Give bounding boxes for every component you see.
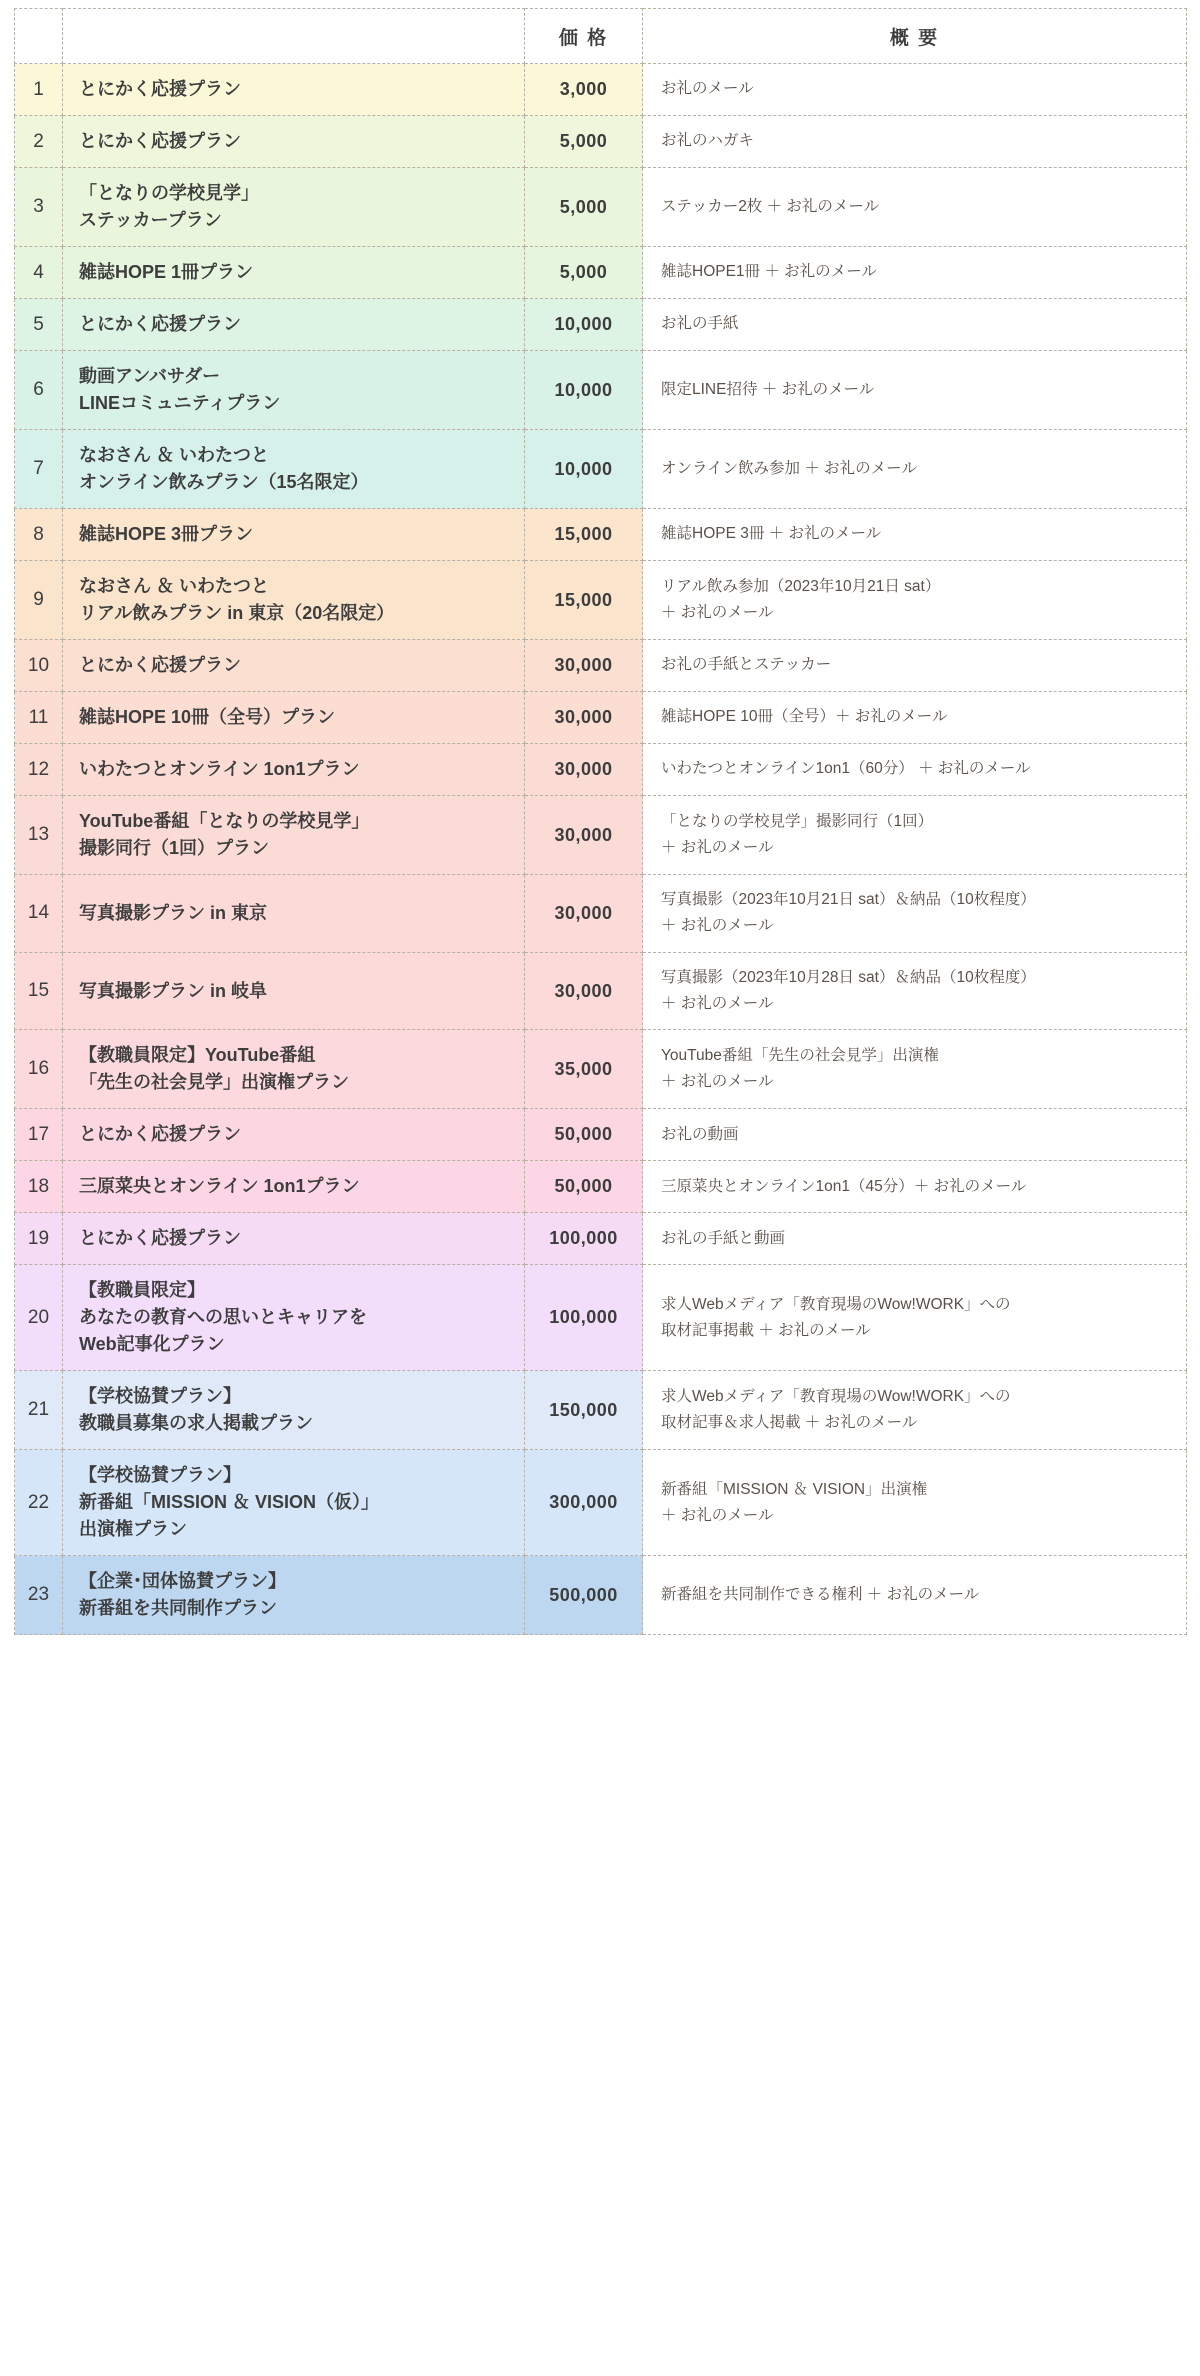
plan-description: オンライン飲み参加 ＋ お礼のメール [643, 430, 1187, 509]
row-number: 4 [15, 247, 63, 299]
plan-price: 3,000 [525, 64, 643, 116]
plan-description: 雑誌HOPE 10冊（全号）＋ お礼のメール [643, 692, 1187, 744]
plan-price: 30,000 [525, 640, 643, 692]
row-number: 16 [15, 1030, 63, 1109]
plan-name: とにかく応援プラン [63, 64, 525, 116]
plan-price: 5,000 [525, 168, 643, 247]
plan-name: 【教職員限定】 あなたの教育への思いとキャリアを Web記事化プラン [63, 1265, 525, 1371]
table-row [15, 796, 1187, 875]
plan-price: 500,000 [525, 1556, 643, 1635]
plan-description: お礼の手紙とステッカー [643, 640, 1187, 692]
row-number: 7 [15, 430, 63, 509]
row-number: 14 [15, 875, 63, 953]
table-header-row [15, 9, 1187, 64]
plan-name: なおさん ＆ いわたつと オンライン飲みプラン（15名限定） [63, 430, 525, 509]
plan-name: とにかく応援プラン [63, 299, 525, 351]
row-number: 19 [15, 1213, 63, 1265]
plan-price: 50,000 [525, 1109, 643, 1161]
row-number: 10 [15, 640, 63, 692]
plan-name: いわたつとオンライン 1on1プラン [63, 744, 525, 796]
plan-description: 新番組を共同制作できる権利 ＋ お礼のメール [643, 1556, 1187, 1635]
plan-name: 「となりの学校見学」 ステッカープラン [63, 168, 525, 247]
plan-price: 300,000 [525, 1450, 643, 1556]
plan-name: 【企業･団体協賛プラン】 新番組を共同制作プラン [63, 1556, 525, 1635]
row-number: 18 [15, 1161, 63, 1213]
plan-price: 15,000 [525, 509, 643, 561]
table-row [15, 116, 1187, 168]
table-row [15, 1371, 1187, 1450]
plan-price: 10,000 [525, 430, 643, 509]
column-header-no [15, 9, 63, 64]
plan-description: お礼の動画 [643, 1109, 1187, 1161]
table-row [15, 1030, 1187, 1109]
plan-name: YouTube番組「となりの学校見学」 撮影同行（1回）プラン [63, 796, 525, 875]
row-number: 20 [15, 1265, 63, 1371]
plan-description: お礼のメール [643, 64, 1187, 116]
plan-name: なおさん ＆ いわたつと リアル飲みプラン in 東京（20名限定） [63, 561, 525, 640]
plan-description: 写真撮影（2023年10月21日 sat）＆納品（10枚程度） ＋ お礼のメール [643, 875, 1187, 953]
table-row [15, 1265, 1187, 1371]
column-header-desc: 概 要 [643, 9, 1187, 64]
plan-description: 三原菜央とオンライン1on1（45分）＋ お礼のメール [643, 1161, 1187, 1213]
plan-name: 雑誌HOPE 3冊プラン [63, 509, 525, 561]
table-body [15, 64, 1187, 1635]
plan-name: 写真撮影プラン in 東京 [63, 875, 525, 953]
row-number: 13 [15, 796, 63, 875]
plan-description: ステッカー2枚 ＋ お礼のメール [643, 168, 1187, 247]
table-row [15, 430, 1187, 509]
plan-price: 5,000 [525, 116, 643, 168]
row-number: 6 [15, 351, 63, 430]
row-number: 2 [15, 116, 63, 168]
table-row [15, 168, 1187, 247]
row-number: 23 [15, 1556, 63, 1635]
table-row [15, 509, 1187, 561]
plan-description: 求人Webメディア「教育現場のWow!WORK」への 取材記事＆求人掲載 ＋ お礼のメール [643, 1371, 1187, 1450]
table-row [15, 952, 1187, 1030]
plan-description: 雑誌HOPE1冊 ＋ お礼のメール [643, 247, 1187, 299]
table-row [15, 744, 1187, 796]
plan-price: 30,000 [525, 744, 643, 796]
plan-name: 【教職員限定】YouTube番組 「先生の社会見学」出演権プラン [63, 1030, 525, 1109]
plan-price: 10,000 [525, 299, 643, 351]
plan-price: 30,000 [525, 875, 643, 953]
plan-description: お礼の手紙と動画 [643, 1213, 1187, 1265]
plan-description: リアル飲み参加（2023年10月21日 sat） ＋ お礼のメール [643, 561, 1187, 640]
table-row [15, 561, 1187, 640]
row-number: 12 [15, 744, 63, 796]
plan-price: 15,000 [525, 561, 643, 640]
plan-price: 5,000 [525, 247, 643, 299]
plan-name: 【学校協賛プラン】 教職員募集の求人掲載プラン [63, 1371, 525, 1450]
plan-description: お礼の手紙 [643, 299, 1187, 351]
plan-name: 三原菜央とオンライン 1on1プラン [63, 1161, 525, 1213]
column-header-price: 価 格 [525, 9, 643, 64]
row-number: 17 [15, 1109, 63, 1161]
plan-description: 求人Webメディア「教育現場のWow!WORK」への 取材記事掲載 ＋ お礼のメール [643, 1265, 1187, 1371]
support-plan-table [14, 8, 1187, 1635]
row-number: 15 [15, 952, 63, 1030]
table-row [15, 299, 1187, 351]
row-number: 9 [15, 561, 63, 640]
plan-description: 新番組「MISSION ＆ VISION」出演権 ＋ お礼のメール [643, 1450, 1187, 1556]
plan-name: 【学校協賛プラン】 新番組「MISSION ＆ VISION（仮）」 出演権プラン [63, 1450, 525, 1556]
table-row [15, 640, 1187, 692]
plan-description: YouTube番組「先生の社会見学」出演権 ＋ お礼のメール [643, 1030, 1187, 1109]
plan-description: 限定LINE招待 ＋ お礼のメール [643, 351, 1187, 430]
table-row [15, 1161, 1187, 1213]
plan-name: 雑誌HOPE 10冊（全号）プラン [63, 692, 525, 744]
table-row [15, 1109, 1187, 1161]
plan-description: 雑誌HOPE 3冊 ＋ お礼のメール [643, 509, 1187, 561]
plan-description: お礼のハガキ [643, 116, 1187, 168]
table-header [15, 9, 1187, 64]
plan-price: 10,000 [525, 351, 643, 430]
row-number: 11 [15, 692, 63, 744]
table-row [15, 875, 1187, 953]
plan-name: 動画アンバサダー LINEコミュニティプラン [63, 351, 525, 430]
table-row [15, 1450, 1187, 1556]
plan-price: 150,000 [525, 1371, 643, 1450]
table-row [15, 1556, 1187, 1635]
plan-name: 写真撮影プラン in 岐阜 [63, 952, 525, 1030]
plan-description: 「となりの学校見学」撮影同行（1回） ＋ お礼のメール [643, 796, 1187, 875]
plan-price: 50,000 [525, 1161, 643, 1213]
plan-price: 30,000 [525, 796, 643, 875]
plan-description: いわたつとオンライン1on1（60分） ＋ お礼のメール [643, 744, 1187, 796]
plan-price: 100,000 [525, 1213, 643, 1265]
plan-price: 35,000 [525, 1030, 643, 1109]
plan-name: とにかく応援プラン [63, 1213, 525, 1265]
table-row [15, 351, 1187, 430]
row-number: 22 [15, 1450, 63, 1556]
plan-name: 雑誌HOPE 1冊プラン [63, 247, 525, 299]
table-row [15, 692, 1187, 744]
table-row [15, 64, 1187, 116]
plan-price: 30,000 [525, 952, 643, 1030]
row-number: 21 [15, 1371, 63, 1450]
column-header-name [63, 9, 525, 64]
plan-name: とにかく応援プラン [63, 116, 525, 168]
row-number: 1 [15, 64, 63, 116]
plan-description: 写真撮影（2023年10月28日 sat）＆納品（10枚程度） ＋ お礼のメール [643, 952, 1187, 1030]
row-number: 5 [15, 299, 63, 351]
plan-name: とにかく応援プラン [63, 640, 525, 692]
plan-price: 100,000 [525, 1265, 643, 1371]
table-row [15, 247, 1187, 299]
table-row [15, 1213, 1187, 1265]
row-number: 8 [15, 509, 63, 561]
row-number: 3 [15, 168, 63, 247]
plan-price: 30,000 [525, 692, 643, 744]
plan-name: とにかく応援プラン [63, 1109, 525, 1161]
